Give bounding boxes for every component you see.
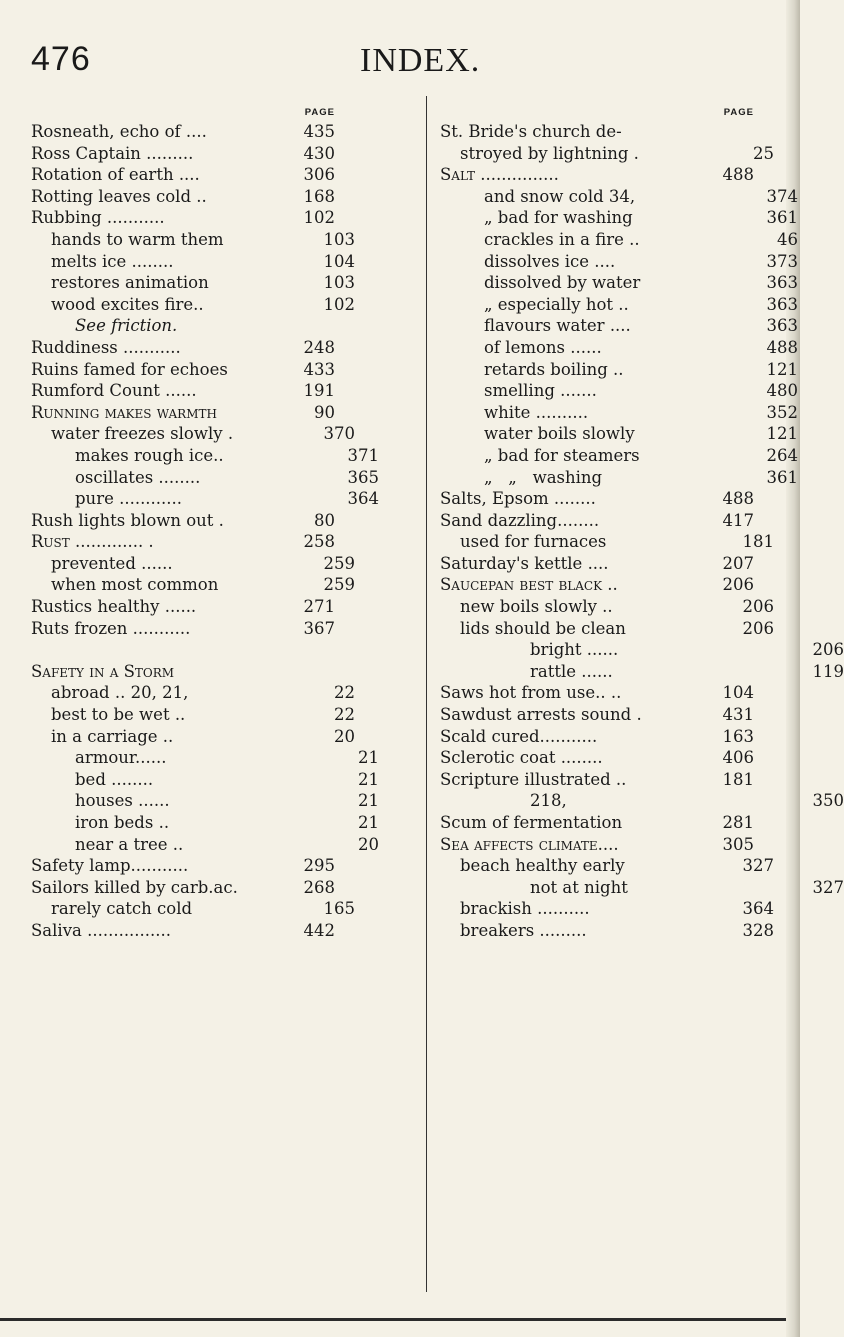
index-entry (440, 554, 754, 576)
entry-term: Saucepan best black .. (440, 575, 618, 595)
entry-term: armour...... (75, 748, 167, 768)
index-entry (440, 662, 844, 684)
entry-term: St. Bride's church de- (440, 122, 622, 141)
entry-term: Saliva ................ (31, 920, 172, 940)
entry-term: water freezes slowly . (51, 424, 234, 444)
entry-page: 21 (358, 769, 379, 789)
entry-term: Rush lights blown out . (31, 510, 224, 530)
entry-page: 206 (722, 575, 754, 595)
entry-term: rarely catch cold (51, 899, 193, 919)
entry-term: Rumford Count ...... (31, 381, 197, 401)
entry-term: bed ........ (75, 769, 154, 789)
entry-term: makes rough ice.. (75, 445, 224, 465)
bottom-rule (0, 1318, 786, 1321)
entry-page: 22 (334, 683, 355, 703)
entry-page: 370 (323, 424, 355, 444)
index-entry (440, 187, 798, 209)
index-entry (440, 619, 774, 641)
entry-page: 121 (766, 424, 798, 444)
entry-term: abroad .. 20, 21, (51, 683, 189, 703)
entry-page: 268 (303, 877, 335, 897)
entry-page: 206 (742, 618, 774, 638)
index-column-right (440, 104, 844, 943)
entry-page: 22 (334, 705, 355, 725)
index-entry (31, 424, 355, 446)
index-entry (440, 252, 798, 274)
index-entry (31, 899, 355, 921)
entry-page: 20 (334, 726, 355, 746)
index-entry (440, 338, 798, 360)
index-entry (31, 662, 335, 684)
entry-page: 104 (323, 251, 355, 271)
entry-page: 371 (347, 445, 379, 465)
index-entry (440, 835, 754, 857)
entry-page: 207 (722, 553, 754, 573)
index-entry (440, 122, 754, 144)
entry-term: Rustics healthy ...... (31, 597, 197, 617)
entry-page: 248 (303, 337, 335, 357)
page-number: 476 (31, 40, 91, 78)
entry-page: 119 (812, 661, 844, 681)
index-entry (440, 921, 774, 943)
entry-term: Salt ............... (440, 165, 559, 185)
index-entry (440, 770, 754, 792)
entry-term: Running makes warmth (31, 402, 217, 422)
entry-page: 374 (766, 186, 798, 206)
entry-page: 365 (347, 467, 379, 487)
entry-page: 102 (303, 208, 335, 228)
entry-page: 480 (766, 381, 798, 401)
entry-term: Sea affects climate.... (440, 834, 619, 854)
entry-term: „ especially hot .. (484, 294, 629, 314)
index-entry (31, 187, 335, 209)
index-entry (31, 316, 379, 338)
entry-page: 206 (812, 640, 844, 660)
entry-term: not at night (530, 877, 628, 897)
entry-term: retards boiling .. (484, 359, 624, 379)
index-entry (440, 316, 798, 338)
entry-term: 218, (530, 791, 567, 811)
entry-page: 488 (766, 337, 798, 357)
entry-term: Sawdust arrests sound . (440, 705, 642, 725)
entry-page: 20 (358, 834, 379, 854)
entry-page: 181 (742, 532, 774, 552)
entry-page: 21 (358, 813, 379, 832)
index-entry (440, 511, 754, 533)
index-entry (31, 403, 335, 425)
entry-term: Ruins famed for echoes (31, 359, 228, 379)
entry-page: 435 (303, 122, 335, 141)
index-entry (31, 921, 335, 943)
entry-term: breakers ......... (460, 920, 587, 940)
index-entry (31, 208, 335, 230)
entry-term: houses ...... (75, 791, 170, 811)
entry-page: 46 (777, 229, 798, 249)
entry-term: restores animation (51, 273, 209, 293)
index-entry (31, 381, 335, 403)
entry-term: and snow cold 34, (484, 186, 636, 206)
index-entry (31, 511, 335, 533)
index-entry (440, 230, 798, 252)
entry-page: 367 (303, 618, 335, 638)
index-entry (31, 878, 335, 900)
entry-page: 165 (323, 899, 355, 919)
entry-page: 259 (323, 553, 355, 573)
entry-page: 21 (358, 791, 379, 811)
entry-page: 363 (766, 273, 798, 293)
index-column-left (31, 104, 414, 943)
entry-page: 271 (303, 597, 335, 617)
entry-term: Sailors killed by carb.ac. (31, 877, 238, 897)
index-entry (440, 489, 754, 511)
entry-term: „ bad for washing (484, 208, 633, 228)
entry-term: wood excites fire.. (51, 294, 204, 314)
entry-page: 488 (722, 489, 754, 509)
entry-term: prevented ...... (51, 553, 173, 573)
entry-term: Rubbing ........... (31, 208, 165, 228)
entry-page: 430 (303, 143, 335, 163)
entry-term: pure ............ (75, 489, 183, 509)
entry-term: Rotation of earth .... (31, 165, 200, 185)
index-entry (440, 381, 798, 403)
entry-page: 352 (766, 402, 798, 422)
index-entry (440, 144, 774, 166)
entry-term: used for furnaces (460, 532, 607, 552)
entry-term: Ruddiness ........... (31, 337, 181, 357)
index-entry (31, 575, 355, 597)
index-entry (31, 295, 355, 317)
entry-page: 258 (303, 532, 335, 552)
index-entry (440, 575, 754, 597)
index-entry (31, 489, 379, 511)
entry-page: 327 (812, 877, 844, 897)
entry-term: brackish .......... (460, 899, 590, 919)
index-entry (31, 683, 355, 705)
index-entry (31, 122, 335, 144)
entry-term: Salts, Epsom ........ (440, 489, 596, 509)
entry-page: 90 (314, 402, 335, 422)
entry-page: 121 (766, 359, 798, 379)
index-entry (31, 144, 335, 166)
entry-page: 306 (303, 165, 335, 185)
index-entry (440, 683, 754, 705)
entry-term: Ruts frozen ........... (31, 618, 191, 638)
entry-term: water boils slowly (484, 424, 635, 444)
entry-page: 433 (303, 359, 335, 379)
index-entry (31, 360, 335, 382)
entry-page: 327 (742, 856, 774, 876)
index-entry (440, 532, 774, 554)
entry-list (31, 122, 414, 943)
entry-term: flavours water .... (484, 316, 631, 336)
entry-term: best to be wet .. (51, 705, 186, 725)
entry-term: dissolved by water (484, 273, 641, 293)
entry-page: 259 (323, 575, 355, 595)
entry-page: 406 (722, 748, 754, 768)
entry-page: 373 (766, 251, 798, 271)
entry-term: new boils slowly .. (460, 597, 613, 617)
entry-page: 361 (766, 208, 798, 228)
column-divider (426, 96, 427, 1292)
entry-term: Rosneath, echo of .... (31, 122, 207, 141)
entry-term: melts ice ........ (51, 251, 174, 271)
entry-term: hands to warm them (51, 229, 224, 249)
index-entry (440, 208, 798, 230)
index-entry (31, 856, 335, 878)
column-heading: PAGE (304, 107, 335, 118)
index-entry (440, 295, 798, 317)
entry-page: 281 (722, 813, 754, 832)
entry-term: iron beds .. (75, 813, 170, 832)
index-entry (31, 791, 379, 813)
entry-page: 417 (722, 510, 754, 530)
entry-term: Sand dazzling........ (440, 510, 600, 530)
index-entry (31, 748, 379, 770)
entry-term: See friction. (75, 316, 178, 336)
entry-page: 25 (753, 143, 774, 163)
entry-page: 361 (766, 467, 798, 487)
entry-page: 328 (742, 920, 774, 940)
entry-page: 103 (323, 229, 355, 249)
entry-term: Rust ............. . (31, 532, 154, 552)
index-entry (31, 446, 379, 468)
entry-term: smelling ....... (484, 381, 597, 401)
entry-page: 364 (742, 899, 774, 919)
index-entry (440, 597, 774, 619)
index-entry (440, 813, 754, 835)
index-entry (440, 856, 774, 878)
index-entry (440, 424, 798, 446)
entry-page: 363 (766, 294, 798, 314)
entry-term: Scripture illustrated .. (440, 769, 627, 789)
entry-page: 305 (722, 834, 754, 854)
index-entry (31, 338, 335, 360)
index-entry (31, 230, 355, 252)
entry-term: beach healthy early (460, 856, 625, 876)
entry-term: of lemons ...... (484, 337, 602, 357)
entry-term: bright ...... (530, 640, 619, 660)
entry-page: 168 (303, 186, 335, 206)
entry-page: 104 (722, 683, 754, 703)
index-entry (31, 252, 355, 274)
entry-page: 103 (323, 273, 355, 293)
index-entry (31, 619, 335, 641)
entry-term: Saturday's kettle .... (440, 553, 609, 573)
entry-term: Sclerotic coat ........ (440, 748, 603, 768)
index-entry (31, 554, 355, 576)
entry-term: crackles in a fire .. (484, 229, 640, 249)
entry-term: Safety lamp........... (31, 856, 189, 876)
index-entry (440, 878, 844, 900)
index-entry (440, 727, 754, 749)
entry-page: 181 (722, 769, 754, 789)
entry-page: 295 (303, 856, 335, 876)
entry-page: 191 (303, 381, 335, 401)
entry-term: near a tree .. (75, 834, 184, 854)
entry-page: 488 (722, 165, 754, 185)
index-entry (31, 770, 379, 792)
entry-term: dissolves ice .... (484, 251, 616, 271)
entry-page: 21 (358, 748, 379, 768)
index-entry (31, 835, 379, 857)
running-head: INDEX. (360, 42, 481, 79)
entry-page: 102 (323, 294, 355, 314)
entry-term: rattle ...... (530, 661, 613, 681)
entry-page: 80 (314, 510, 335, 530)
entry-term: in a carriage .. (51, 726, 174, 746)
index-entry (440, 446, 798, 468)
entry-page: 206 (742, 597, 774, 617)
column-heading: PAGE (723, 107, 754, 118)
entry-page: 442 (303, 920, 335, 940)
entry-term: lids should be clean (460, 618, 626, 638)
index-entry (440, 791, 844, 813)
index-entry (440, 165, 754, 187)
index-entry (31, 727, 355, 749)
index-entry (31, 165, 335, 187)
entry-page: 364 (347, 489, 379, 509)
entry-term: Scum of fermentation (440, 813, 623, 832)
index-entry (440, 468, 798, 490)
entry-term: white .......... (484, 402, 589, 422)
index-entry (440, 273, 798, 295)
entry-term: oscillates ........ (75, 467, 201, 487)
entry-term: „ bad for steamers (484, 445, 640, 465)
entry-list (440, 122, 844, 943)
index-entry (31, 597, 335, 619)
index-entry (31, 468, 379, 490)
index-entry (440, 360, 798, 382)
entry-page: 163 (722, 726, 754, 746)
entry-term: Rotting leaves cold .. (31, 186, 207, 206)
entry-page: 363 (766, 316, 798, 336)
entry-page: 350 (812, 791, 844, 811)
entry-term: when most common (51, 575, 219, 595)
entry-term: stroyed by lightning . (460, 143, 639, 163)
index-entry (440, 403, 798, 425)
index-entry (31, 705, 355, 727)
entry-term: Ross Captain ......... (31, 143, 194, 163)
index-entry (31, 273, 355, 295)
index-entry (440, 640, 844, 662)
index-entry (31, 813, 379, 835)
index-entry (440, 705, 754, 727)
index-entry (440, 748, 754, 770)
entry-page: 431 (722, 705, 754, 725)
entry-term: Saws hot from use.. .. (440, 683, 622, 703)
entry-page: 264 (766, 445, 798, 465)
section-gap (31, 640, 414, 662)
entry-term: Scald cured........... (440, 726, 598, 746)
index-entry (440, 899, 774, 921)
index-entry (31, 532, 335, 554)
entry-term: Safety in a Storm (31, 661, 175, 681)
entry-term: „ „ washing (484, 467, 603, 487)
